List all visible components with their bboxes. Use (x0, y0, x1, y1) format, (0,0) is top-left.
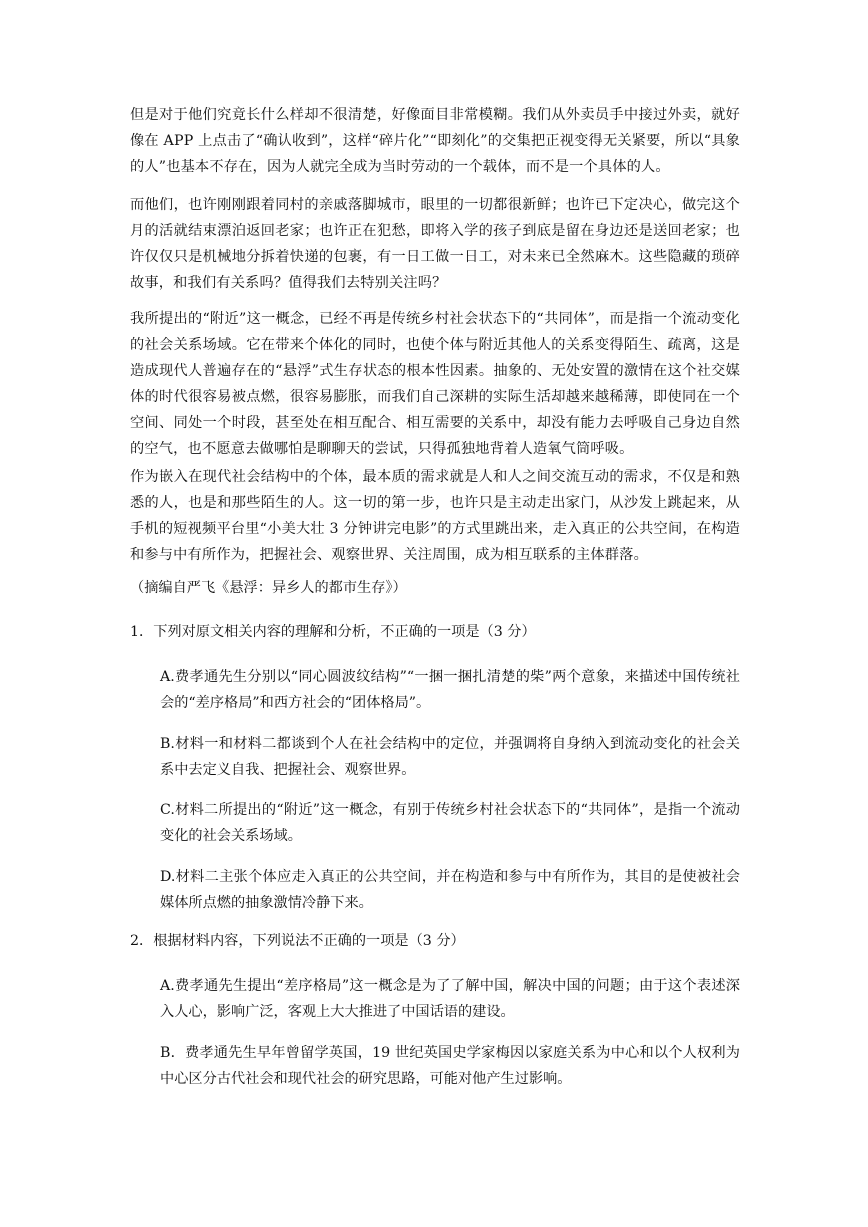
paragraph-2: 而他们，也许刚刚跟着同村的亲戚落脚城市，眼里的一切都很新鲜；也许已下定决心，做完这个月的活就结束漂泊返回老家；也许正在犯愁，即将入学的孩子到底是留在身边还是送回老家；也许仅仅只是机械地分拆着快递的包裹，有一日工做一日工，对未来已全然麻木。这些隐藏的琐碎故事，和我们有关系吗？值得我们去特别关注吗？ (130, 197, 740, 291)
paragraph-4: 作为嵌入在现代社会结构中的个体，最本质的需求就是人和人之间交流互动的需求，不仅是和熟悉的人，也是和那些陌生的人。这一切的第一步，也许只是主动走出家门，从沙发上跳起来，从手机的短视频平台里“小美大壮 3 分钟讲完电影”的方式里跳出来，走入真正的公共空间，在构造和参与中有所作为，把握社会、观察世界、关注周围，成为相互联系的主体群落。 (130, 469, 740, 563)
question-1-stem: 1．下列对原文相关内容的理解和分析，不正确的一项是（3 分） (130, 624, 536, 640)
paragraph-3: 我所提出的“附近”这一概念，已经不再是传统乡村社会状态下的“共同体”，而是指一个流动变化的社会关系场域。它在带来个体化的同时，也使个体与附近其他人的关系变得陌生、疏离，这是造成现代人普遍存在的“悬浮”式生存状态的根本性因素。抽象的、无处安置的激情在这个社交媒体的时代很容易被点燃，很容易膨胀，而我们自己深耕的实际生活却越来越稀薄，即使同在一个空间、同处一个时段，甚至处在相互配合、相互需要的关系中，却没有能力去呼吸自己身边自然的空气，也不愿意去做哪怕是聊聊天的尝试，只得孤独地背着人造氧气筒呼吸。 (130, 311, 740, 457)
question-2-option-b: B．费孝通先生早年曾留学英国，19 世纪英国史学家梅因以家庭关系为中心和以个人权利为中心区分古代社会和现代社会的研究思路，可能对他产生过影响。 (160, 1045, 740, 1087)
question-1-option-b: B.材料一和材料二都谈到个人在社会结构中的定位，并强调将自身纳入到流动变化的社会关系中去定义自我、把握社会、观察世界。 (160, 736, 740, 778)
question-2-option-a: A.费孝通先生提出“差序格局”这一概念是为了了解中国，解决中国的问题；由于这个表述深入人心，影响广泛，客观上大大推进了中国话语的建设。 (160, 978, 740, 1020)
question-2-stem: 2．根据材料内容，下列说法不正确的一项是（3 分） (130, 933, 465, 949)
paragraph-1: 但是对于他们究竟长什么样却不很清楚，好像面目非常模糊。我们从外卖员手中接过外卖，就好像在 APP 上点击了“确认收到”，这样“碎片化”“即刻化”的交集把正视变得无关紧要，所以“具象的人”也基本不存在，因为人就完全成为当时劳动的一个载体，而不是一个具体的人。 (130, 107, 740, 175)
question-1-option-a: A.费孝通先生分别以“同心圆波纹结构”“一捆一捆扎清楚的柴”两个意象，来描述中国传统社会的“差序格局”和西方社会的“团体格局”。 (160, 669, 740, 711)
question-1-option-c: C.材料二所提出的“附近”这一概念，有别于传统乡村社会状态下的“共同体”，是指一个流动变化的社会关系场域。 (160, 802, 740, 844)
source-citation: （摘编自严飞《悬浮：异乡人的都市生存》） (130, 580, 407, 596)
question-1-option-d: D.材料二主张个体应走入真正的公共空间，并在构造和参与中有所作为，其目的是使被社会媒体所点燃的抽象激情冷静下来。 (160, 869, 740, 911)
